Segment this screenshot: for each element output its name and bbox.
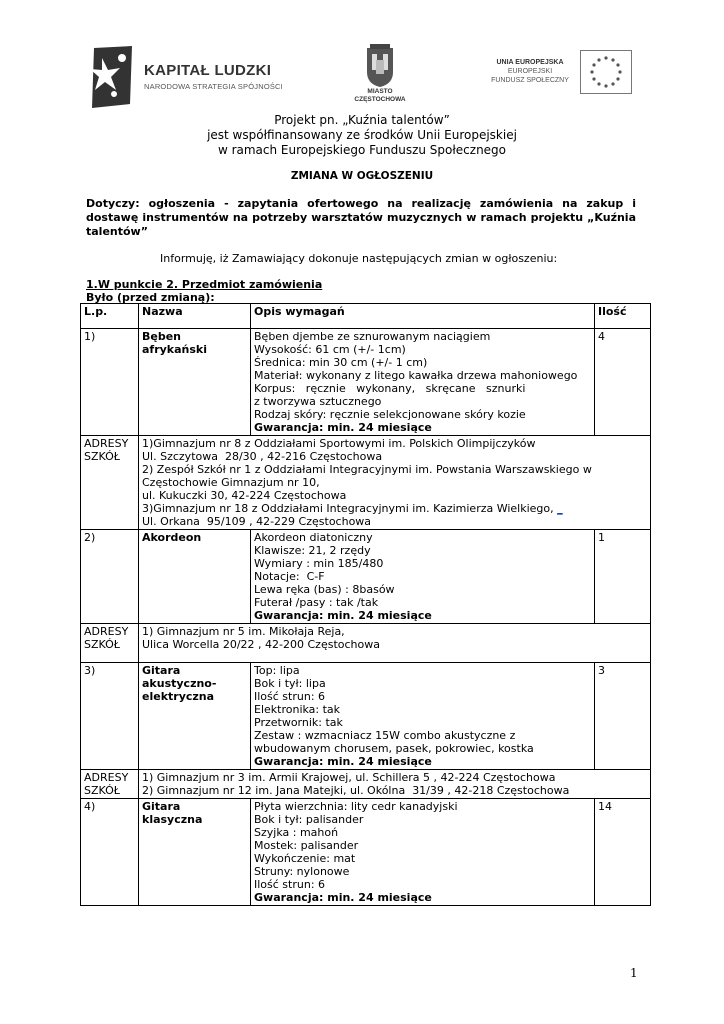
opis-line: Szyjka : mahoń bbox=[254, 826, 339, 839]
nazwa-line: afrykański bbox=[142, 343, 208, 356]
nazwa-line: akustyczno- bbox=[142, 677, 217, 690]
row-nazwa: Akordeon bbox=[139, 530, 251, 624]
warranty-line: Gwarancja: min. 24 miesiące bbox=[254, 891, 432, 904]
instruments-table bbox=[80, 303, 651, 906]
opis-line: z tworzywa sztucznego bbox=[254, 395, 382, 408]
table-header-row bbox=[81, 304, 651, 329]
opis-line: Wysokość: 61 cm (+/- 1cm) bbox=[254, 343, 406, 356]
address-line: Ul. Orkana 95/109 , 42-229 Częstochowa bbox=[142, 515, 372, 528]
opis-line: wbudowanym chorusem, pasek, pokrowiec, kostka bbox=[254, 742, 534, 755]
opis-line: Wykończenie: mat bbox=[254, 852, 356, 865]
opis-line: Akordeon diatoniczny bbox=[254, 531, 373, 544]
row-opis bbox=[251, 663, 595, 770]
opis-line: Materiał: wykonany z litego kawałka drzewa mahoniowego bbox=[254, 369, 578, 382]
row-nazwa bbox=[139, 329, 251, 436]
address-label bbox=[81, 770, 139, 799]
row-lp: 1) bbox=[81, 329, 139, 436]
opis-line: Rodzaj skóry: ręcznie selekcjonowane skóry kozie bbox=[254, 408, 526, 421]
eu-logo-text bbox=[488, 58, 572, 85]
row-opis bbox=[251, 799, 595, 906]
address-label bbox=[81, 436, 139, 530]
address-line: Ulica Worcella 20/22 , 42-200 Częstochowa bbox=[142, 638, 380, 651]
eu-flag-icon bbox=[580, 50, 632, 94]
address-line: 1) Gimnazjum nr 3 im. Armii Krajowej, ul. Schillera 5 , 42-224 Częstochowa bbox=[142, 771, 556, 784]
opis-line: Top: lipa bbox=[254, 664, 300, 677]
before-change-label: Było (przed zmianą): bbox=[86, 291, 215, 304]
document-title: ZMIANA W OGŁOSZENIU bbox=[290, 170, 434, 182]
opis-line: Przetwornik: tak bbox=[254, 716, 343, 729]
opis-line: Lewa ręka (bas) : 8basów bbox=[254, 583, 395, 596]
opis-line: Bok i tył: lipa bbox=[254, 677, 326, 690]
address-list bbox=[139, 436, 651, 530]
opis-line: Struny: nylonowe bbox=[254, 865, 350, 878]
row-lp: 2) bbox=[81, 530, 139, 624]
kapital-ludzki-subtitle: NARODOWA STRATEGIA SPÓJNOŚCI bbox=[144, 82, 283, 91]
address-line: Ul. Szczytowa 28/30 , 42-216 Częstochowa bbox=[142, 450, 383, 463]
link-mark[interactable]: _ bbox=[557, 502, 563, 515]
kapital-ludzki-logo bbox=[86, 44, 296, 112]
header-lp: L.p. bbox=[81, 304, 139, 329]
opis-line: Mostek: palisander bbox=[254, 839, 359, 852]
address-list bbox=[139, 770, 651, 799]
opis-line: Bok i tył: palisander bbox=[254, 813, 364, 826]
row-nazwa bbox=[139, 799, 251, 906]
address-list bbox=[139, 624, 651, 663]
row-lp: 3) bbox=[81, 663, 139, 770]
project-line3: w ramach Europejskiego Funduszu Społecznego bbox=[217, 143, 507, 157]
address-label-line1: ADRESY bbox=[84, 771, 129, 784]
warranty-line: Gwarancja: min. 24 miesiące bbox=[254, 609, 432, 622]
opis-line: Płyta wierzchnia: lity cedr kanadyjski bbox=[254, 800, 458, 813]
page-number: 1 bbox=[630, 966, 638, 980]
opis-line: Zestaw : wzmacniacz 15W combo akustyczne z bbox=[254, 729, 516, 742]
table-row bbox=[81, 329, 651, 436]
table-row bbox=[81, 799, 651, 906]
table-row bbox=[81, 663, 651, 770]
subject-paragraph: Dotyczy: ogłoszenia - zapytania ofertowego na realizację zamówienia na zakup i dostawę instrumentów na potrzeby warsztatów muzycznych w ramach projektu „Kuźnia talentów” bbox=[86, 197, 636, 238]
city-name-line2: CZĘSTOCHOWA bbox=[354, 96, 406, 103]
city-name-line1: MIASTO bbox=[367, 88, 393, 95]
address-line: 2) Zespół Szkół nr 1 z Oddziałami Integracyjnymi im. Powstania Warszawskiego w bbox=[142, 463, 592, 476]
row-ilosc: 4 bbox=[595, 329, 651, 436]
opis-line: Notacje: C-F bbox=[254, 570, 325, 583]
address-row bbox=[81, 436, 651, 530]
address-line: 1)Gimnazjum nr 8 z Oddziałami Sportowymi im. Polskich Olimpijczyków bbox=[142, 437, 536, 450]
section-heading: 1.W punkcie 2. Przedmiot zamówienia bbox=[86, 278, 323, 291]
address-row bbox=[81, 624, 651, 663]
address-label-line2: SZKÓŁ bbox=[84, 784, 120, 797]
header-ilosc: Ilość bbox=[595, 304, 651, 329]
kapital-ludzki-title: KAPITAŁ LUDZKI bbox=[144, 62, 272, 79]
opis-line: Wymiary : min 185/480 bbox=[254, 557, 384, 570]
address-text: 3)Gimnazjum nr 18 z Oddziałami Integracyjnymi im. Kazimierza Wielkiego, bbox=[142, 502, 554, 515]
header-nazwa: Nazwa bbox=[139, 304, 251, 329]
opis-line: Bęben djembe ze sznurowanym naciągiem bbox=[254, 330, 491, 343]
address-line-with-link bbox=[142, 502, 647, 515]
city-logo bbox=[350, 44, 410, 108]
header-opis: Opis wymagań bbox=[251, 304, 595, 329]
nazwa-line: Bęben bbox=[142, 330, 182, 343]
address-line: 1) Gimnazjum nr 5 im. Mikołaja Reja, bbox=[142, 625, 345, 638]
row-ilosc: 3 bbox=[595, 663, 651, 770]
address-line: 2) Gimnazjum nr 12 im. Jana Matejki, ul. Okólna 31/39 , 42-218 Częstochowa bbox=[142, 784, 570, 797]
address-line: ul. Kukuczki 30, 42-224 Częstochowa bbox=[142, 489, 347, 502]
nazwa-line: elektryczna bbox=[142, 690, 215, 703]
eu-line3: FUNDUSZ SPOŁECZNY bbox=[491, 77, 569, 84]
opis-line: Elektronika: tak bbox=[254, 703, 341, 716]
opis-line: Ilość strun: 6 bbox=[254, 690, 326, 703]
eu-line1: UNIA EUROPEJSKA bbox=[496, 59, 564, 66]
row-opis bbox=[251, 329, 595, 436]
address-label-line1: ADRESY bbox=[84, 437, 129, 450]
eu-logo bbox=[488, 58, 638, 98]
project-line1: Projekt pn. „Kuźnia talentów” bbox=[274, 113, 450, 127]
warranty-line: Gwarancja: min. 24 miesiące bbox=[254, 421, 432, 434]
opis-line: Klawisze: 21, 2 rzędy bbox=[254, 544, 371, 557]
warranty-line: Gwarancja: min. 24 miesiące bbox=[254, 755, 432, 768]
nazwa-line: klasyczna bbox=[142, 813, 203, 826]
opis-line: Korpus: ręcznie wykonany, skręcane sznurki bbox=[254, 382, 526, 395]
opis-line: Ilość strun: 6 bbox=[254, 878, 326, 891]
row-ilosc: 14 bbox=[595, 799, 651, 906]
row-lp: 4) bbox=[81, 799, 139, 906]
intro-sentence: Informuję, iż Zamawiający dokonuje następujących zmian w ogłoszeniu: bbox=[160, 252, 558, 265]
address-label-line2: SZKÓŁ bbox=[84, 638, 120, 651]
opis-line: Futerał /pasy : tak /tak bbox=[254, 596, 379, 609]
address-label-line1: ADRESY bbox=[84, 625, 129, 638]
table-row bbox=[81, 530, 651, 624]
address-label-line2: SZKÓŁ bbox=[84, 450, 120, 463]
row-nazwa bbox=[139, 663, 251, 770]
eu-line2: EUROPEJSKI bbox=[507, 68, 553, 75]
address-line: Częstochowie Gimnazjum nr 10, bbox=[142, 476, 320, 489]
project-line2: jest współfinansowany ze środków Unii Europejskiej bbox=[207, 128, 517, 142]
address-row bbox=[81, 770, 651, 799]
kapital-ludzki-icon bbox=[86, 44, 138, 110]
nazwa-line: Gitara bbox=[142, 664, 181, 677]
opis-line: Średnica: min 30 cm (+/- 1 cm) bbox=[254, 356, 428, 369]
row-ilosc: 1 bbox=[595, 530, 651, 624]
row-opis bbox=[251, 530, 595, 624]
city-crest-icon bbox=[365, 44, 395, 88]
nazwa-line: Gitara bbox=[142, 800, 181, 813]
address-label bbox=[81, 624, 139, 663]
